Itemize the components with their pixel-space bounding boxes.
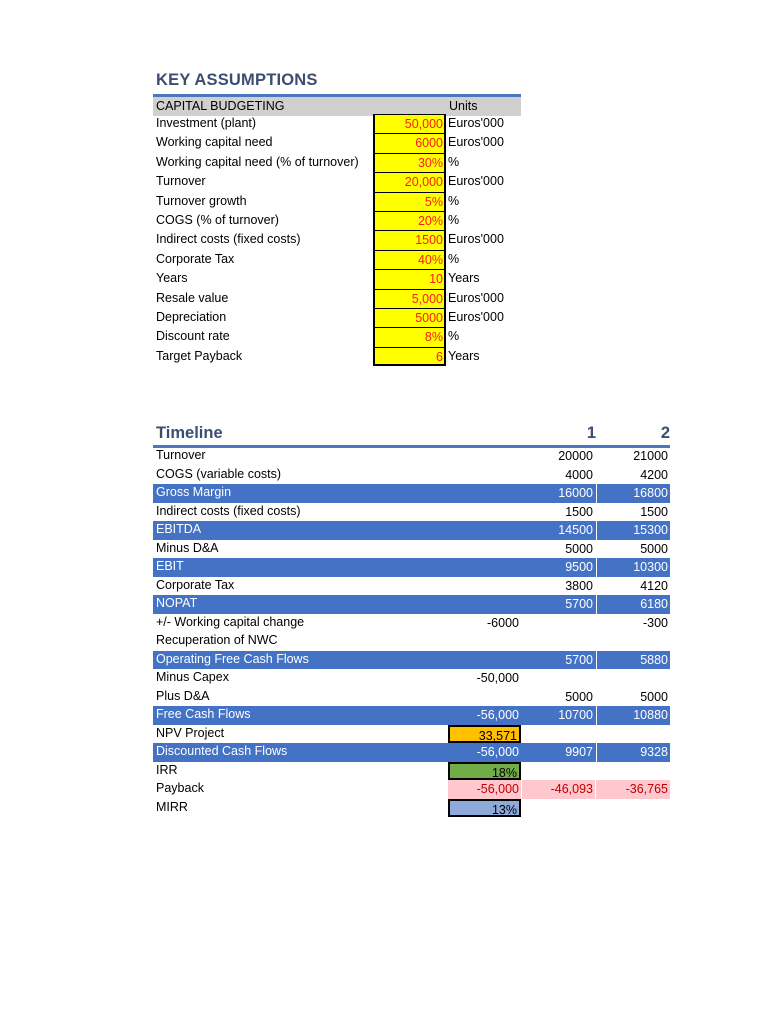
year-2-cell[interactable]: 1500 (640, 504, 668, 519)
row-label: NPV Project (156, 725, 225, 740)
year-0-cell[interactable] (448, 521, 521, 540)
timeline-row-ebit (153, 558, 670, 577)
year-0-cell[interactable] (448, 577, 521, 596)
assumption-row (153, 269, 521, 288)
year-2-cell[interactable] (596, 725, 670, 744)
assumptions-table (153, 114, 521, 366)
assumption-row (153, 211, 521, 230)
assumption-unit: Euros'000 (448, 135, 504, 150)
assumption-row (153, 230, 521, 249)
assumption-label: Turnover growth (156, 193, 247, 208)
year-0-cell[interactable] (448, 503, 521, 522)
assumption-input-cell[interactable]: 20,000 (373, 172, 446, 191)
year-2-header: 2 (660, 424, 670, 442)
row-label: Discounted Cash Flows (156, 744, 288, 758)
assumption-label: COGS (% of turnover) (156, 212, 279, 227)
year-0-cell[interactable] (448, 540, 521, 559)
year-2-cell[interactable] (596, 669, 670, 688)
key-assumptions-title: KEY ASSUMPTIONS (156, 71, 318, 89)
timeline-header (153, 423, 670, 448)
row-label: Minus D&A (156, 540, 219, 555)
assumption-label: Discount rate (156, 329, 230, 344)
year-2-cell[interactable]: 15300 (596, 521, 670, 540)
year-2-cell[interactable]: 4200 (640, 467, 668, 482)
row-label: Turnover (156, 448, 206, 462)
assumption-row (153, 308, 521, 327)
year-2-cell[interactable]: -300 (642, 615, 668, 630)
year-0-cell[interactable] (448, 651, 521, 670)
timeline-row-free-cash-flows (153, 706, 670, 725)
year-0-cell[interactable] (448, 447, 521, 466)
assumption-unit: % (448, 251, 460, 266)
timeline-row-payback (153, 780, 670, 799)
assumption-input-cell[interactable]: 40% (373, 250, 446, 269)
row-label: Operating Free Cash Flows (156, 651, 309, 666)
assumption-label: Indirect costs (fixed costs) (156, 232, 301, 247)
year-2-cell[interactable]: 9328 (596, 743, 670, 762)
assumption-unit: Euros'000 (448, 309, 504, 324)
assumption-unit: % (448, 193, 460, 208)
timeline-row-mirr (153, 799, 670, 818)
timeline-row-recuperation-nwc (153, 632, 670, 651)
irr-result-cell[interactable]: 18% (448, 762, 521, 781)
row-label: Corporate Tax (156, 577, 235, 592)
year-1-cell[interactable]: 4000 (565, 467, 593, 482)
assumption-row (153, 289, 521, 308)
year-1-cell[interactable] (522, 669, 595, 688)
year-1-cell[interactable] (522, 632, 595, 651)
timeline-row-minus-capex (153, 669, 670, 688)
year-1-cell[interactable] (522, 799, 595, 818)
year-1-cell[interactable]: 16000 (558, 486, 593, 500)
year-2-cell[interactable]: 16800 (596, 484, 670, 503)
year-1-cell[interactable] (522, 762, 595, 781)
year-2-cell[interactable]: 10880 (596, 706, 670, 725)
timeline-row-discounted-cash-flows (153, 743, 670, 762)
assumption-input-cell[interactable]: 6 (373, 347, 446, 366)
assumption-input-cell[interactable]: 5,000 (373, 289, 446, 308)
year-0-cell[interactable] (448, 558, 521, 577)
row-label: Minus Capex (156, 670, 229, 684)
assumption-row (153, 153, 521, 172)
assumption-input-cell[interactable]: 10 (373, 269, 446, 288)
row-label: Gross Margin (156, 485, 232, 499)
row-label: +/- Working capital change (156, 614, 305, 629)
year-0-cell[interactable] (448, 466, 521, 485)
year-2-cell[interactable]: 4120 (640, 578, 668, 593)
assumption-row (153, 172, 521, 191)
year-0-cell[interactable] (448, 484, 521, 503)
year-2-cell[interactable]: 5000 (640, 541, 668, 556)
timeline-row-ebitda (153, 521, 670, 540)
timeline-row-nopat (153, 595, 670, 614)
assumption-row (153, 114, 521, 133)
assumption-label: Corporate Tax (156, 251, 235, 266)
timeline-row-corporate-tax (153, 577, 670, 596)
assumption-input-cell[interactable]: 30% (373, 153, 446, 172)
row-label: Plus D&A (156, 688, 210, 703)
year-2-cell[interactable] (596, 632, 670, 651)
timeline-row-plus-da (153, 688, 670, 707)
year-1-cell[interactable]: 9907 (565, 745, 593, 759)
assumption-input-cell[interactable]: 1500 (373, 230, 446, 249)
assumption-row (153, 192, 521, 211)
assumption-label: Resale value (156, 290, 229, 305)
year-1-cell[interactable]: 5000 (565, 541, 593, 556)
assumption-label: Working capital need (% of turnover) (156, 154, 359, 169)
assumption-input-cell[interactable]: 6000 (373, 133, 446, 152)
timeline-row-operating-fcf (153, 651, 670, 670)
npv-result-cell[interactable]: 33,571 (448, 725, 521, 744)
year-0-cell[interactable]: -56,000 (476, 745, 519, 759)
year-1-cell[interactable]: 5700 (565, 597, 593, 611)
assumption-unit: Years (448, 348, 480, 363)
assumption-input-cell[interactable]: 50,000 (373, 114, 446, 133)
row-label: Payback (156, 781, 204, 795)
year-2-cell[interactable] (596, 762, 670, 781)
assumption-label: Target Payback (156, 348, 243, 363)
year-1-header: 1 (586, 424, 596, 442)
assumption-label: Working capital need (156, 135, 273, 150)
year-0-cell[interactable]: -50,000 (476, 671, 519, 685)
year-1-cell[interactable]: 14500 (558, 523, 593, 537)
assumption-row (153, 250, 521, 269)
assumption-input-cell[interactable]: 8% (373, 327, 446, 346)
year-2-cell[interactable] (596, 799, 670, 818)
assumption-unit: % (448, 329, 460, 344)
year-2-cell[interactable]: 5880 (596, 651, 670, 670)
row-label: NOPAT (156, 596, 198, 610)
year-1-cell[interactable] (522, 725, 595, 744)
year-1-cell[interactable]: 5000 (565, 689, 593, 704)
capital-budgeting-header (153, 94, 521, 116)
timeline-row-indirect-costs (153, 503, 670, 522)
year-0-cell[interactable] (448, 688, 521, 707)
assumption-unit: Euros'000 (448, 174, 504, 189)
timeline-row-irr (153, 762, 670, 781)
timeline-row-minus-da (153, 540, 670, 559)
row-label: EBITDA (156, 522, 202, 536)
assumption-unit: % (448, 212, 460, 227)
assumption-row (153, 133, 521, 152)
payback-year-1-cell[interactable]: -46,093 (522, 780, 595, 799)
year-2-cell[interactable]: 10300 (596, 558, 670, 577)
timeline-table (153, 447, 670, 817)
assumption-row (153, 327, 521, 346)
assumption-input-cell[interactable]: 20% (373, 211, 446, 230)
assumption-label: Turnover (156, 174, 206, 189)
assumption-unit: Years (448, 271, 480, 286)
assumption-unit: % (448, 154, 460, 169)
payback-year-2-cell[interactable]: -36,765 (596, 780, 670, 799)
assumption-row (153, 347, 521, 366)
assumption-unit: Euros'000 (448, 116, 504, 130)
year-0-cell[interactable]: -6000 (487, 615, 519, 630)
year-1-cell[interactable] (522, 614, 595, 633)
payback-year-0-cell[interactable]: -56,000 (448, 780, 521, 799)
year-1-cell[interactable]: 10700 (558, 708, 593, 722)
timeline-row-working-capital-change (153, 614, 670, 633)
year-2-cell[interactable]: 21000 (633, 449, 668, 463)
assumption-input-cell[interactable]: 5% (373, 192, 446, 211)
timeline-row-turnover (153, 447, 670, 466)
year-0-cell[interactable]: -56,000 (476, 708, 519, 722)
year-0-cell[interactable] (448, 595, 521, 614)
row-label: Free Cash Flows (156, 707, 251, 721)
year-1-cell[interactable]: 5700 (565, 652, 593, 667)
timeline-row-npv-project (153, 725, 670, 744)
year-1-cell[interactable]: 3800 (565, 578, 593, 593)
year-2-cell[interactable]: 6180 (596, 595, 670, 614)
assumption-unit: Euros'000 (448, 232, 504, 247)
mirr-result-cell[interactable]: 13% (448, 799, 521, 818)
assumption-unit: Euros'000 (448, 290, 504, 305)
units-header: Units (449, 99, 478, 113)
row-label: IRR (156, 762, 178, 777)
year-2-cell[interactable]: 5000 (640, 689, 668, 704)
row-label: MIRR (156, 799, 188, 814)
capital-budgeting-label: CAPITAL BUDGETING (156, 99, 285, 113)
timeline-row-gross-margin (153, 484, 670, 503)
year-1-cell[interactable]: 9500 (565, 560, 593, 574)
row-label: Indirect costs (fixed costs) (156, 503, 301, 518)
timeline-title: Timeline (156, 424, 223, 442)
assumption-input-cell[interactable]: 5000 (373, 308, 446, 327)
timeline-row-cogs (153, 466, 670, 485)
year-1-cell[interactable]: 1500 (565, 504, 593, 519)
assumption-label: Years (156, 271, 188, 286)
assumption-label: Depreciation (156, 309, 227, 324)
row-label: COGS (variable costs) (156, 466, 282, 481)
assumption-label: Investment (plant) (156, 116, 257, 130)
year-0-cell[interactable] (448, 632, 521, 651)
row-label: EBIT (156, 559, 184, 573)
year-1-cell[interactable]: 20000 (558, 449, 593, 463)
row-label: Recuperation of NWC (156, 633, 278, 647)
